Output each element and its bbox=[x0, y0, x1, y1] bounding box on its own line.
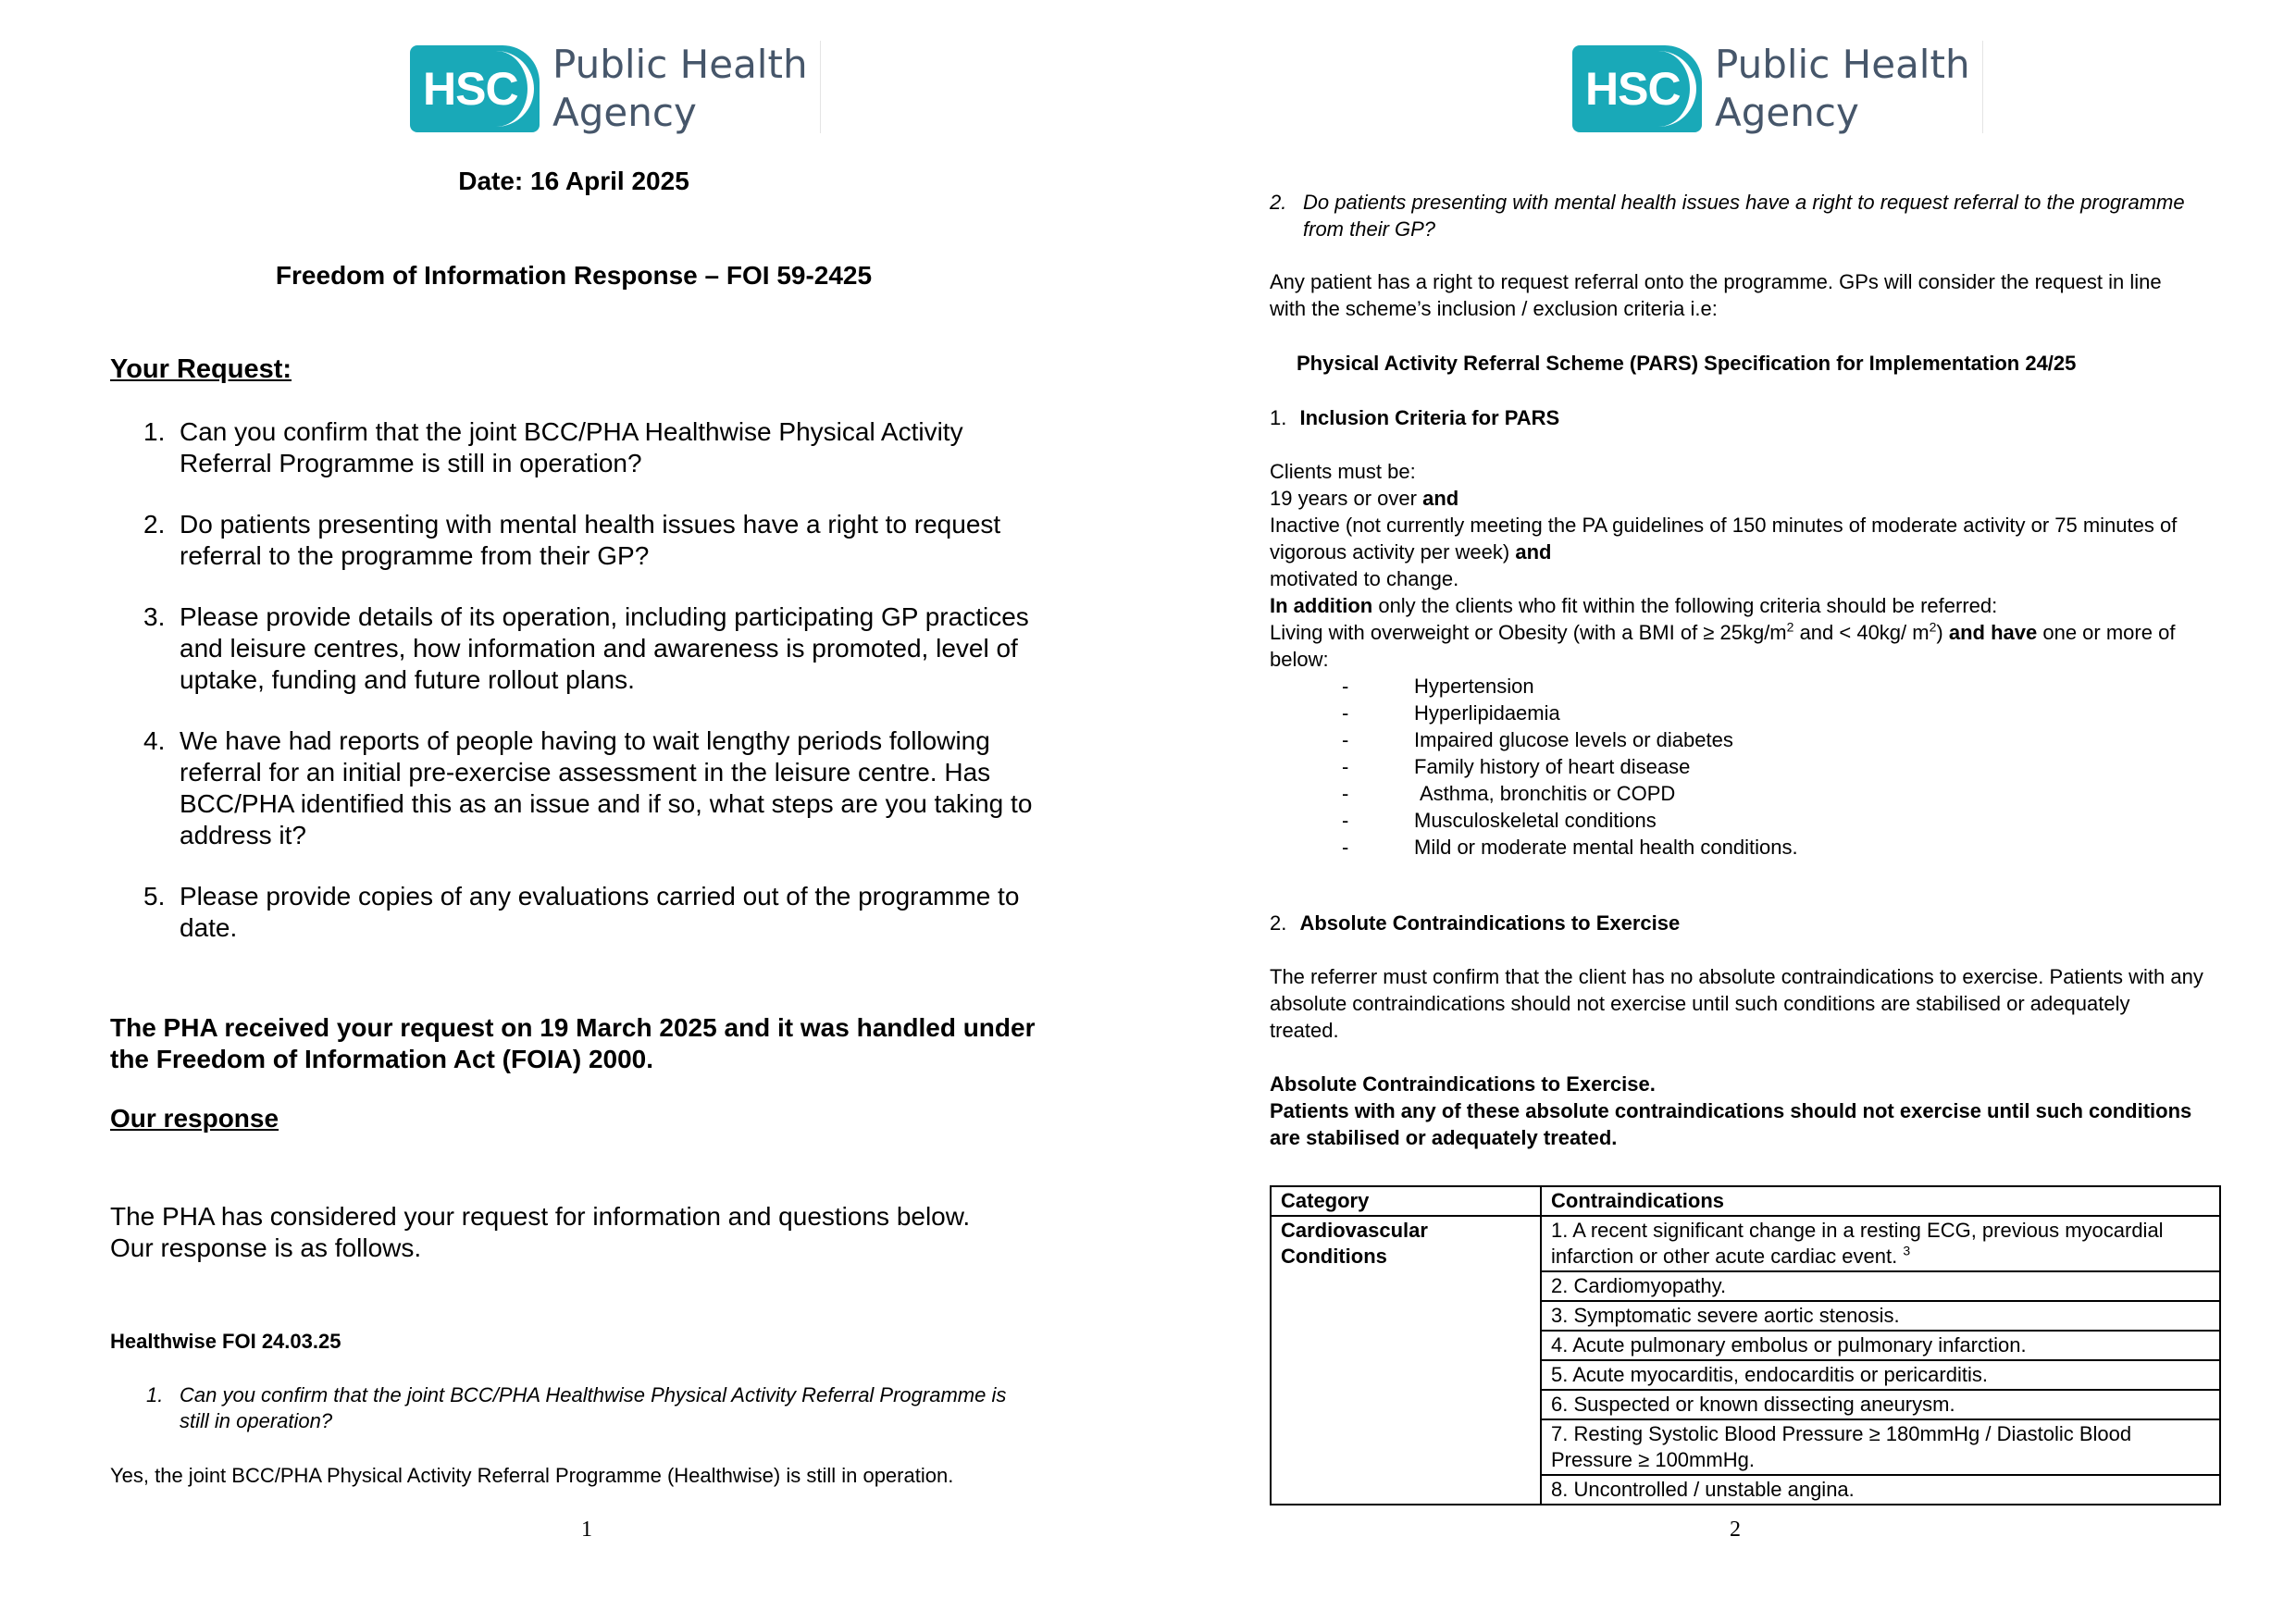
bmi-line: Living with overweight or Obesity (with a BMI of ≥ $25kg/m^2$ and < 40kg/ $m^2$) and have one or more of below: bbox=[1270, 619, 2176, 671]
logo-line-1: Public Health bbox=[1715, 42, 1970, 87]
list-item: - Family history of heart disease bbox=[1342, 755, 1691, 778]
list-item: - Mild or moderate mental health conditions. bbox=[1342, 836, 1798, 859]
answer-1: Yes, the joint BCC/PHA Physical Activity Referral Programme (Healthwise) is still in operation. bbox=[110, 1464, 954, 1487]
table-cell: 5. Acute myocarditis, endocarditis or pericarditis. bbox=[1541, 1360, 2220, 1390]
section-1-heading bbox=[1270, 404, 2195, 431]
table-cell: 8. Uncontrolled / unstable angina. bbox=[1541, 1475, 2220, 1505]
logo-badge-text: HSC bbox=[1585, 63, 1681, 115]
column-header-contraindications: Contraindications bbox=[1541, 1186, 2220, 1216]
letter-title: Freedom of Information Response – FOI 59-2425 bbox=[275, 261, 873, 290]
our-response-heading: Our response bbox=[110, 1104, 279, 1133]
table-cell: 6. Suspected or known dissecting aneurysm. bbox=[1541, 1390, 2220, 1419]
healthwise-subheading: Healthwise FOI 24.03.25 bbox=[110, 1330, 341, 1353]
page-number: 2 bbox=[1730, 1518, 1741, 1542]
logo-badge-text: HSC bbox=[423, 63, 518, 115]
motivated-line: motivated to change. bbox=[1270, 567, 1459, 590]
table-row bbox=[1271, 1216, 2220, 1271]
table-cell: 2. Cardiomyopathy. bbox=[1541, 1271, 2220, 1301]
inactive-line: Inactive (not currently meeting the PA guidelines of 150 minutes of moderate activity or 75 minutes of vigorous activity per week) and bbox=[1270, 514, 2178, 564]
clients-must-be: Clients must be: bbox=[1270, 460, 1416, 483]
hsc-badge-icon bbox=[410, 45, 540, 132]
inclusion-criteria bbox=[1270, 458, 2195, 861]
category-cell: Cardiovascular Conditions bbox=[1271, 1216, 1541, 1505]
logo-line-2: Agency bbox=[552, 90, 697, 135]
logo-line-2: Agency bbox=[1715, 90, 1859, 135]
abs-contra-title: Absolute Contraindications to Exercise. bbox=[1270, 1072, 1656, 1096]
table-header-row bbox=[1271, 1186, 2220, 1216]
table-cell: 3. Symptomatic severe aortic stenosis. bbox=[1541, 1301, 2220, 1331]
list-item: - Musculoskeletal conditions bbox=[1342, 809, 1657, 832]
abs-contra-warning: Patients with any of these absolute contraindications should not exercise until such conditions are stabilised or adequately treated. bbox=[1270, 1099, 2192, 1149]
contraindications-table bbox=[1270, 1185, 2221, 1505]
your-request-heading: Your Request: bbox=[110, 354, 292, 384]
section-1-title: Inclusion Criteria for PARS bbox=[1299, 406, 1560, 429]
abs-contra-heading bbox=[1270, 1071, 2221, 1151]
section-2-number: 2. bbox=[1270, 911, 1287, 935]
question-2-text: Do patients presenting with mental health issues have a right to request referral to the programme from their GP? bbox=[1303, 191, 2185, 241]
age-line: 19 years or over and bbox=[1270, 487, 1459, 510]
logo-line-1: Public Health bbox=[552, 42, 808, 87]
section-2-title: Absolute Contraindications to Exercise bbox=[1299, 911, 1681, 935]
list-item: 2. Do patients presenting with mental health issues have a right to request referral to the programme from their GP? bbox=[143, 510, 1001, 570]
question-1-text: Can you confirm that the joint BCC/PHA Healthwise Physical Activity Referral Programme is still in operation? bbox=[180, 1383, 1007, 1432]
list-item: - Asthma, bronchitis or COPD bbox=[1342, 782, 1676, 805]
list-item: 3. Please provide details of its operation, including participating GP practices and leisure centres, how information and awareness is promoted, level of uptake, funding and future rollout plans. bbox=[143, 602, 1029, 694]
list-item: 4. We have had reports of people having to wait lengthy periods following referral for an initial pre-exercise assessment in the leisure centre. Has BCC/PHA identified this as an issue and if so, what steps are you taking to address it? bbox=[143, 726, 1033, 849]
letter-date: Date: 16 April 2025 bbox=[458, 167, 689, 195]
column-header-category: Category bbox=[1271, 1186, 1541, 1216]
list-item: 1. Can you confirm that the joint BCC/PHA Healthwise Physical Activity Referral Programme is still in operation? bbox=[143, 417, 963, 477]
question-1 bbox=[146, 1382, 1012, 1434]
section-1-number: 1. bbox=[1270, 406, 1287, 429]
in-addition-line: In addition only the clients who fit within the following criteria should be referred: bbox=[1270, 594, 1998, 617]
answer-2: Any patient has a right to request referral onto the programme. GPs will consider the request in line with the scheme’s inclusion / exclusion criteria i.e: bbox=[1270, 270, 2162, 320]
list-item: 5. Please provide copies of any evaluations carried out of the programme to date. bbox=[143, 882, 1020, 942]
question-2 bbox=[1270, 189, 2195, 242]
section-2-heading bbox=[1270, 910, 2195, 936]
hsc-logo bbox=[410, 41, 808, 137]
list-item: - Hypertension bbox=[1342, 675, 1534, 698]
question-2-number: 2. bbox=[1270, 191, 1287, 214]
spec-title: Physical Activity Referral Scheme (PARS) Specification for Implementation 24/25 bbox=[1297, 352, 2077, 375]
request-list bbox=[110, 416, 1054, 973]
hsc-badge-icon bbox=[1572, 45, 1702, 132]
page-number: 1 bbox=[581, 1518, 592, 1542]
table-cell: 1. A recent significant change in a resting ECG, previous myocardial infarction or other acute cardiac event. $^3$ bbox=[1541, 1216, 2220, 1271]
table-cell: 7. Resting Systolic Blood Pressure ≥ 180mmHg / Diastolic Blood Pressure ≥ 100mmHg. bbox=[1541, 1419, 2220, 1475]
page-2 bbox=[1148, 0, 2296, 1623]
condition-list bbox=[1270, 673, 2195, 861]
list-item: - Hyperlipidaemia bbox=[1342, 701, 1560, 725]
list-item: - Impaired glucose levels or diabetes bbox=[1342, 728, 1733, 751]
response-intro: The PHA has considered your request for information and questions below. Our response is as follows. bbox=[110, 1202, 971, 1262]
received-statement: The PHA received your request on 19 March 2025 and it was handled under the Freedom of Information Act (FOIA) 2000. bbox=[110, 1013, 1036, 1073]
hsc-logo bbox=[1572, 41, 1970, 137]
table-cell: 4. Acute pulmonary embolus or pulmonary infarction. bbox=[1541, 1331, 2220, 1360]
question-1-number: 1. bbox=[146, 1383, 164, 1406]
referrer-text: The referrer must confirm that the client has no absolute contraindications to exercise. Patients with any absolute contraindications should not exercise until such conditions are stabilised or adequately treated. bbox=[1270, 965, 2203, 1042]
